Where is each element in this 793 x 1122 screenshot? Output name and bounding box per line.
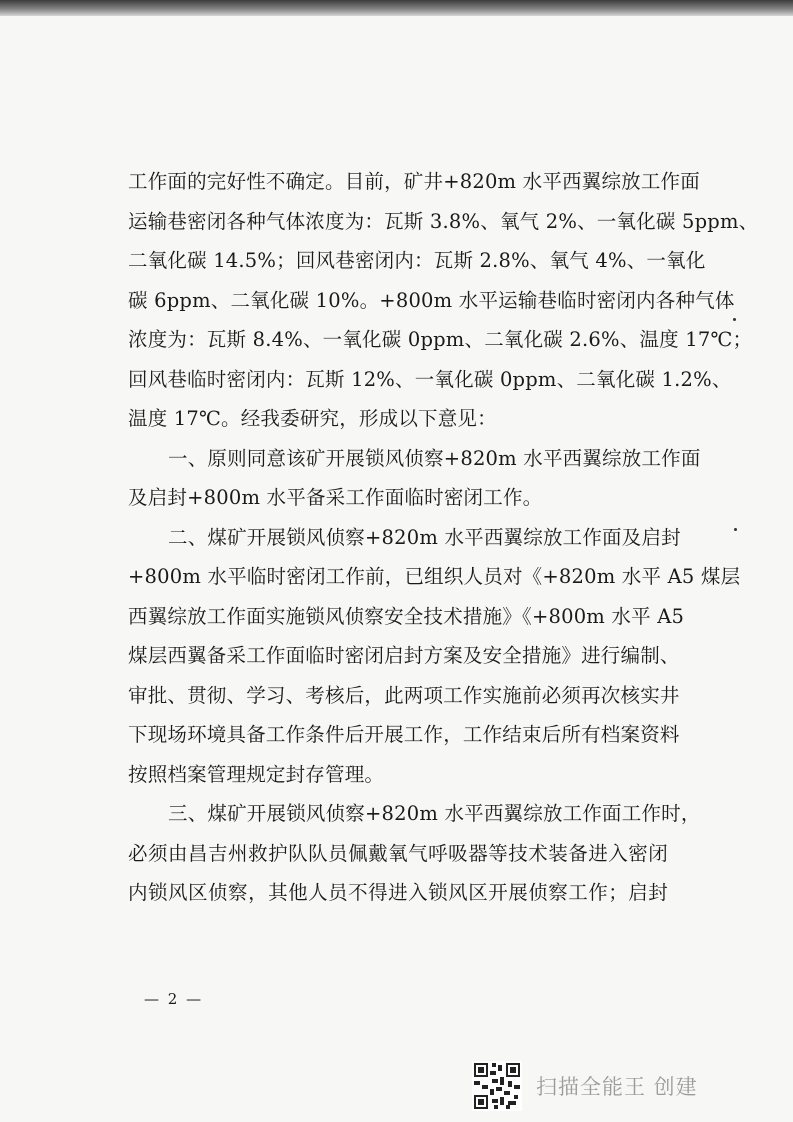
scanner-app-label: 扫描全能王 创建 [536, 1075, 698, 1099]
scan-speck [733, 318, 736, 321]
text-line: 温度 17℃。经我委研究，形成以下意见： [128, 407, 497, 430]
text-line: 碳 6ppm、二氧化碳 10%。+800m 水平运输巷临时密闭内各种气体 [128, 288, 735, 312]
text-line: 运输巷密闭各种气体浓度为：瓦斯 3.8%、氧气 2%、一氧化碳 5ppm、 [128, 209, 759, 233]
text-line: 必须由昌吉州救护队队员佩戴氧气呼吸器等技术装备进入密闭 [128, 841, 668, 865]
text-line: 回风巷临时密闭内：瓦斯 12%、一氧化碳 0ppm、二氧化碳 1.2%、 [128, 367, 732, 391]
text-line: 下现场环境具备工作条件后开展工作，工作结束后所有档案资料 [128, 723, 680, 746]
text-line: 二氧化碳 14.5%；回风巷密闭内：瓦斯 2.8%、氧气 4%、一氧化 [128, 249, 706, 272]
qr-code-icon [472, 1061, 522, 1111]
page-number: — 2 — [144, 990, 204, 1008]
text-line: 内锁风区侦察，其他人员不得进入锁风区开展侦察工作；启封 [128, 881, 668, 904]
text-line: 按照档案管理规定封存管理。 [128, 762, 385, 786]
document-body [128, 162, 759, 913]
text-line: +800m 水平临时密闭工作前，已组织人员对《+820m 水平 A5 煤层 [128, 565, 741, 588]
text-line: 浓度为：瓦斯 8.4%、一氧化碳 0ppm、二氧化碳 2.6%、温度 17℃； [128, 328, 753, 351]
text-line: 工作面的完好性不确定。目前，矿井+820m 水平西翼综放工作面 [128, 170, 700, 193]
text-line: 西翼综放工作面实施锁风侦察安全技术措施》《+800m 水平 A5 [128, 604, 685, 628]
text-line: 审批、贯彻、学习、考核后，此两项工作实施前必须再次核实井 [128, 683, 680, 707]
scanner-watermark [472, 1058, 698, 1114]
scan-speck [734, 528, 737, 531]
paragraph-2-start: 二、煤矿开展锁风侦察+820m 水平西翼综放工作面及启封 [168, 525, 681, 549]
paragraph-3-start: 三、煤矿开展锁风侦察+820m 水平西翼综放工作面工作时， [168, 802, 701, 825]
text-line: 煤层西翼备采工作面临时密闭启封方案及安全措施》进行编制、 [128, 644, 680, 667]
text-line: 及启封+800m 水平备采工作面临时密闭工作。 [128, 486, 543, 509]
paragraph-1-start: 一、原则同意该矿开展锁风侦察+820m 水平西翼综放工作面 [168, 446, 701, 470]
scan-top-edge [0, 0, 793, 16]
